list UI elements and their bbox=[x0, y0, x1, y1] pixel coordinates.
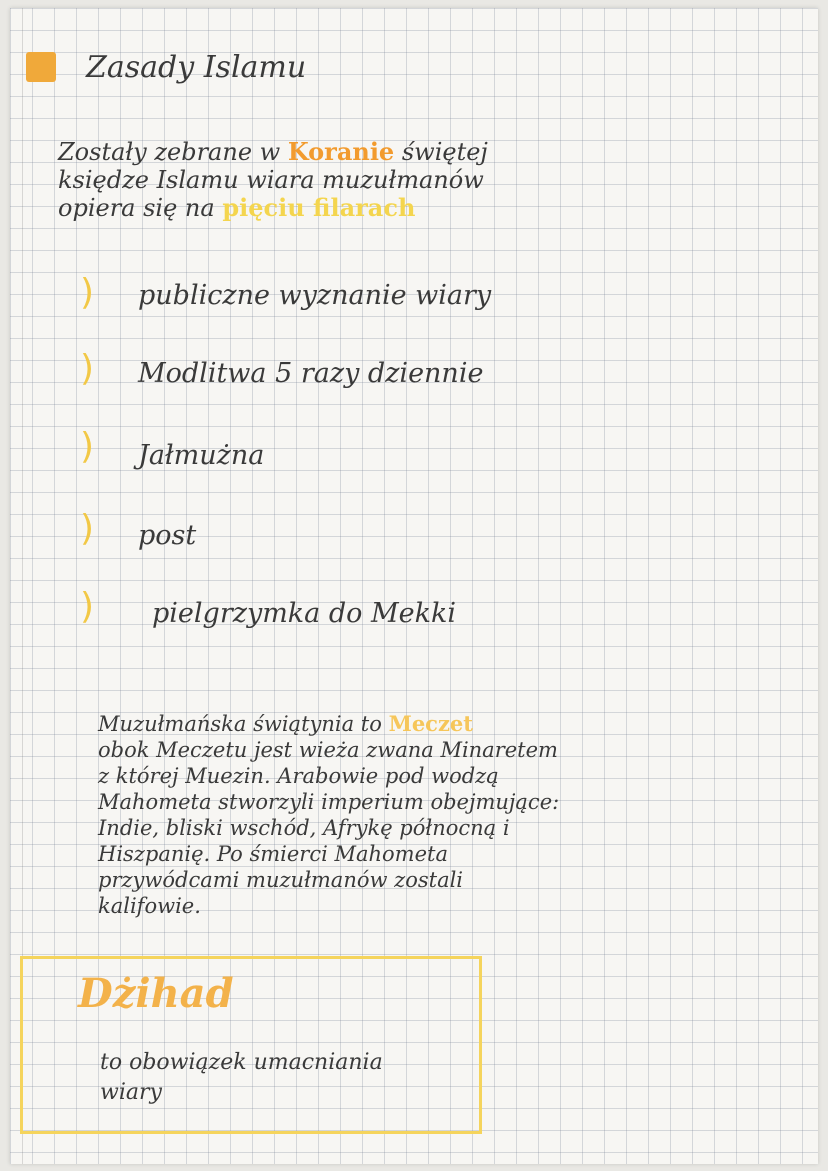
pillar-item: post bbox=[138, 520, 197, 551]
intro-line-1-end: świętej bbox=[394, 138, 488, 166]
history-paragraph bbox=[98, 711, 559, 919]
meczet-highlight: Meczet bbox=[388, 711, 473, 736]
definition-line-1: to obowiązek umacniania bbox=[100, 1050, 383, 1075]
para-line-1-text: Muzułmańska świątynia to bbox=[98, 712, 389, 736]
para-line-3: z której Muezin. Arabowie pod wodzą bbox=[98, 764, 499, 788]
intro-line-2: księdze Islamu wiara muzułmanów bbox=[58, 166, 484, 194]
para-line-1 bbox=[98, 711, 559, 737]
bracket-icon: ) bbox=[80, 348, 95, 389]
para-line-8: kalifowie. bbox=[98, 894, 201, 918]
para-line-5: Indie, bliski wschód, Afrykę północną i bbox=[98, 816, 510, 840]
pillar-item: publiczne wyznanie wiary bbox=[138, 280, 492, 311]
definition-term: Dżihad bbox=[78, 970, 234, 1017]
page-title: Zasady Islamu bbox=[86, 50, 307, 85]
definition-line-2: wiary bbox=[100, 1080, 162, 1105]
intro-line-3 bbox=[58, 194, 488, 222]
bracket-icon: ) bbox=[80, 272, 95, 313]
pillar-item: pielgrzymka do Mekki bbox=[152, 598, 456, 629]
definition-text bbox=[100, 1048, 383, 1108]
pillar-item: Modlitwa 5 razy dziennie bbox=[138, 358, 484, 389]
para-line-4: Mahometa stworzyli imperium obejmujące: bbox=[98, 790, 560, 814]
pillar-item: Jałmużna bbox=[138, 440, 265, 471]
title-marker-square bbox=[26, 52, 56, 82]
intro-line-1 bbox=[58, 138, 488, 166]
notebook-page bbox=[10, 8, 818, 1164]
intro-line-3-text: opiera się na bbox=[58, 194, 223, 222]
para-line-2: obok Meczetu jest wieża zwana Minaretem bbox=[98, 738, 558, 762]
intro-text bbox=[58, 138, 488, 222]
bracket-icon: ) bbox=[80, 508, 95, 549]
para-line-7: przywódcami muzułmanów zostali bbox=[98, 868, 464, 892]
bracket-icon: ) bbox=[80, 426, 95, 467]
koran-highlight: Koranie bbox=[287, 137, 395, 166]
intro-line-1-text: Zostały zebrane w bbox=[58, 138, 288, 166]
bracket-icon: ) bbox=[80, 586, 95, 627]
pillars-highlight: pięciu filarach bbox=[222, 193, 416, 222]
para-line-6: Hiszpanię. Po śmierci Mahometa bbox=[98, 842, 448, 866]
